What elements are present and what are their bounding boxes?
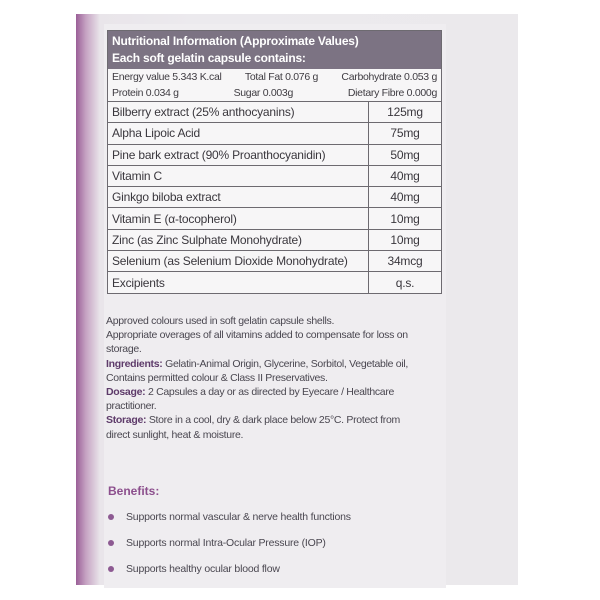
info-row-2 [112, 85, 437, 101]
ingredient-amount: 10mg [369, 229, 442, 250]
ingredient-name: Selenium (as Selenium Dioxide Monohydrate) [108, 251, 369, 272]
table-row [108, 272, 441, 293]
table-row [108, 165, 441, 186]
ingredient-name: Vitamin C [108, 165, 369, 186]
table-subtitle: Each soft gelatin capsule contains: [112, 51, 306, 65]
dosage-text: 2 Capsules a day or as directed by Eyecare / Healthcare practitioner. [106, 386, 395, 413]
total-fat: Total Fat 0.076 g [244, 71, 319, 83]
ingredient-amount: 40mg [369, 165, 442, 186]
ingredient-amount: 10mg [369, 208, 442, 229]
dosage-section [106, 385, 426, 413]
dietary-fibre: Dietary Fibre 0.000g [347, 87, 437, 99]
table-row [108, 123, 441, 144]
info-row-1 [112, 69, 437, 85]
storage-label: Storage: [106, 414, 147, 427]
ingredient-amount: 75mg [369, 123, 442, 144]
nutrition-table [107, 30, 442, 294]
ingredients-label: Ingredients: [106, 357, 163, 370]
benefit-item [108, 537, 326, 549]
ingredient-amount: q.s. [369, 272, 442, 293]
bullet-icon [108, 566, 114, 572]
ingredient-name: Bilberry extract (25% anthocyanins) [112, 105, 295, 120]
colours-note: Approved colours used in soft gelatin capsule shells. [106, 315, 335, 327]
ingredients-text: Gelatin-Animal Origin, Glycerine, Sorbitol, Vegetable oil, Contains permitted colour & Class II Preservatives. [106, 357, 409, 384]
table-row [108, 144, 441, 165]
ingredients-section [106, 357, 426, 385]
table-title: Nutritional Information (Approximate Values) [112, 34, 359, 48]
dosage-label: Dosage: [106, 386, 146, 399]
overages-note: Appropriate overages of all vitamins added to compensate for loss on storage. [106, 329, 408, 356]
storage-section [106, 413, 426, 441]
storage-text: Store in a cool, dry & dark place below 25°C. Protect from direct sunlight, heat & moisture. [106, 414, 400, 441]
table-row [108, 102, 441, 123]
table-row [108, 229, 441, 250]
ingredients-table [108, 102, 441, 293]
ingredient-name: Excipients [108, 272, 369, 293]
ingredient-amount: 50mg [369, 144, 442, 165]
sugar: Sugar 0.003g [233, 87, 294, 99]
ingredient-name: Pine bark extract (90% Proanthocyanidin) [108, 144, 369, 165]
benefits-title: Benefits: [108, 484, 160, 498]
ingredient-amount: 40mg [369, 187, 442, 208]
carbohydrate: Carbohydrate 0.053 g [341, 71, 437, 83]
ingredient-name: Zinc (as Zinc Sulphate Monohydrate) [108, 229, 369, 250]
benefit-text: Supports healthy ocular blood flow [126, 563, 280, 575]
table-row [108, 251, 441, 272]
ingredient-amount: 34mcg [369, 251, 442, 272]
ingredient-name: Vitamin E (α-tocopherol) [108, 208, 369, 229]
table-row [108, 187, 441, 208]
protein: Protein 0.034 g [112, 87, 179, 99]
benefit-text: Supports normal Intra-Ocular Pressure (IOP) [126, 537, 326, 549]
table-row [108, 208, 441, 229]
table-header [108, 31, 441, 69]
benefit-text: Supports normal vascular & nerve health functions [126, 511, 351, 523]
ingredient-amount: 125mg [369, 102, 442, 123]
bullet-icon [108, 540, 114, 546]
nutrition-info [108, 69, 441, 102]
bullet-icon [108, 514, 114, 520]
label-notes [106, 314, 426, 442]
benefit-item [108, 511, 351, 523]
ingredient-name: Alpha Lipoic Acid [108, 123, 369, 144]
energy-value: Energy value 5.343 K.cal [112, 71, 222, 83]
benefit-item [108, 563, 280, 575]
ingredient-name: Ginkgo biloba extract [108, 187, 369, 208]
